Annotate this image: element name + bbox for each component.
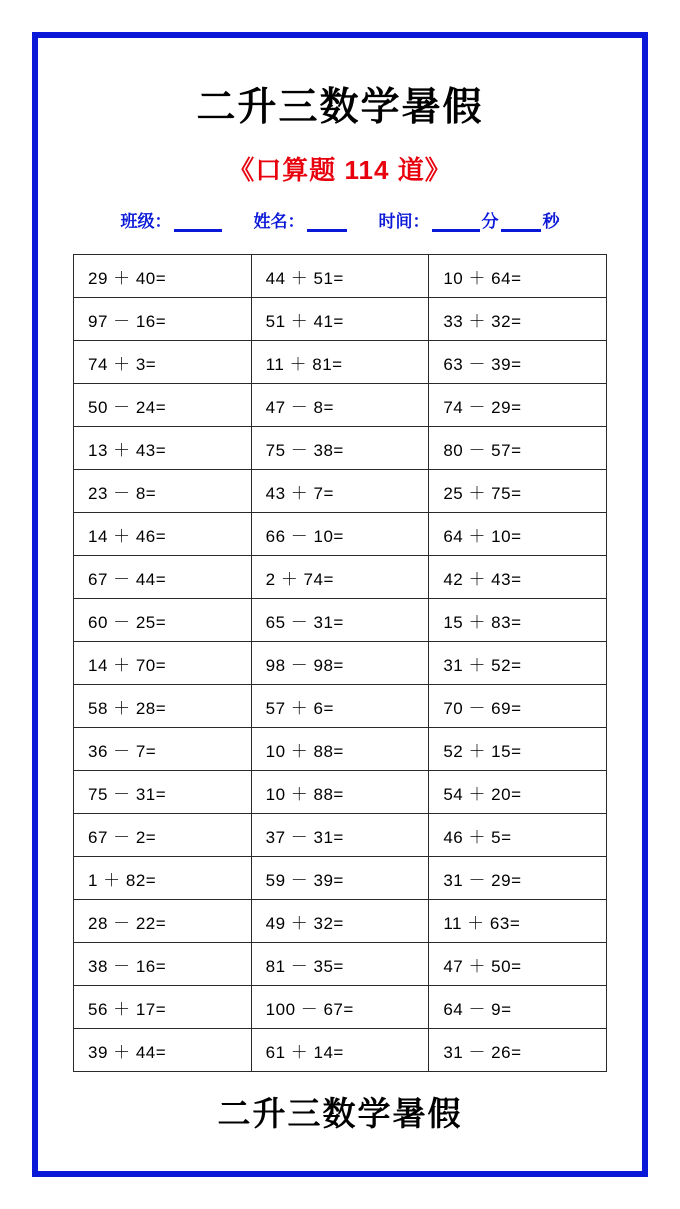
problem-cell[interactable]: 60 － 25= — [74, 599, 252, 642]
problem-cell[interactable]: 42 ＋ 43= — [429, 556, 607, 599]
table-row — [74, 943, 607, 986]
table-row — [74, 341, 607, 384]
problem-cell[interactable]: 47 ＋ 50= — [429, 943, 607, 986]
table-row — [74, 900, 607, 943]
table-row — [74, 470, 607, 513]
problem-cell[interactable]: 49 ＋ 32= — [251, 900, 429, 943]
problem-cell[interactable]: 97 － 16= — [74, 298, 252, 341]
problem-cell[interactable]: 54 ＋ 20= — [429, 771, 607, 814]
page-title: 二升三数学暑假 — [196, 86, 484, 129]
table-row — [74, 384, 607, 427]
table-row — [74, 427, 607, 470]
minute-label: 分 — [481, 212, 499, 231]
problem-cell[interactable]: 28 － 22= — [74, 900, 252, 943]
problem-cell[interactable]: 64 － 9= — [429, 986, 607, 1029]
table-row — [74, 599, 607, 642]
problem-cell[interactable]: 11 ＋ 63= — [429, 900, 607, 943]
problem-cell[interactable]: 10 ＋ 88= — [251, 771, 429, 814]
name-input-blank[interactable] — [307, 213, 347, 232]
problem-cell[interactable]: 43 ＋ 7= — [251, 470, 429, 513]
footer-title: 二升三数学暑假 — [217, 1095, 463, 1132]
problem-cell[interactable]: 59 － 39= — [251, 857, 429, 900]
table-row — [74, 728, 607, 771]
problem-cell[interactable]: 98 － 98= — [251, 642, 429, 685]
problem-cell[interactable]: 66 － 10= — [251, 513, 429, 556]
second-label: 秒 — [542, 212, 560, 231]
problem-cell[interactable]: 37 － 31= — [251, 814, 429, 857]
problem-cell[interactable]: 14 ＋ 46= — [74, 513, 252, 556]
problem-cell[interactable]: 23 － 8= — [74, 470, 252, 513]
table-row — [74, 513, 607, 556]
problem-cell[interactable]: 52 ＋ 15= — [429, 728, 607, 771]
problem-cell[interactable]: 2 ＋ 74= — [251, 556, 429, 599]
table-row — [74, 642, 607, 685]
problem-cell[interactable]: 80 － 57= — [429, 427, 607, 470]
table-row — [74, 771, 607, 814]
problem-cell[interactable]: 10 ＋ 88= — [251, 728, 429, 771]
problem-cell[interactable]: 58 ＋ 28= — [74, 685, 252, 728]
problem-cell[interactable]: 14 ＋ 70= — [74, 642, 252, 685]
time-field[interactable] — [379, 207, 560, 232]
problem-cell[interactable]: 74 － 29= — [429, 384, 607, 427]
problem-cell[interactable]: 70 － 69= — [429, 685, 607, 728]
name-label: 姓名： — [253, 212, 305, 231]
problem-cell[interactable]: 74 ＋ 3= — [74, 341, 252, 384]
problem-cell[interactable]: 13 ＋ 43= — [74, 427, 252, 470]
second-input-blank[interactable] — [501, 213, 541, 232]
table-row — [74, 1029, 607, 1072]
problem-cell[interactable]: 39 ＋ 44= — [74, 1029, 252, 1072]
class-label: 班级： — [120, 212, 172, 231]
worksheet-content — [46, 46, 634, 1163]
class-field[interactable] — [121, 207, 224, 232]
problem-cell[interactable]: 31 － 26= — [429, 1029, 607, 1072]
problem-cell[interactable]: 65 － 31= — [251, 599, 429, 642]
problem-cell[interactable]: 47 － 8= — [251, 384, 429, 427]
problems-table-body — [74, 255, 607, 1072]
problems-table — [73, 254, 607, 1072]
problem-cell[interactable]: 56 ＋ 17= — [74, 986, 252, 1029]
table-row — [74, 857, 607, 900]
page-subtitle: 《口算题 114 道》 — [228, 155, 452, 185]
problem-cell[interactable]: 64 ＋ 10= — [429, 513, 607, 556]
problem-cell[interactable]: 61 ＋ 14= — [251, 1029, 429, 1072]
problem-cell[interactable]: 31 ＋ 52= — [429, 642, 607, 685]
minute-input-blank[interactable] — [432, 213, 480, 232]
problem-cell[interactable]: 75 － 31= — [74, 771, 252, 814]
problem-cell[interactable]: 67 － 2= — [74, 814, 252, 857]
name-field[interactable] — [254, 207, 349, 232]
problem-cell[interactable]: 11 ＋ 81= — [251, 341, 429, 384]
problem-cell[interactable]: 38 － 16= — [74, 943, 252, 986]
problem-cell[interactable]: 57 ＋ 6= — [251, 685, 429, 728]
problem-cell[interactable]: 46 ＋ 5= — [429, 814, 607, 857]
problem-cell[interactable]: 31 － 29= — [429, 857, 607, 900]
table-row — [74, 685, 607, 728]
problem-cell[interactable]: 81 － 35= — [251, 943, 429, 986]
problem-cell[interactable]: 15 ＋ 83= — [429, 599, 607, 642]
problem-cell[interactable]: 33 ＋ 32= — [429, 298, 607, 341]
problem-cell[interactable]: 36 － 7= — [74, 728, 252, 771]
time-label: 时间： — [378, 212, 430, 231]
table-row — [74, 814, 607, 857]
problem-cell[interactable]: 63 － 39= — [429, 341, 607, 384]
problem-cell[interactable]: 100 － 67= — [251, 986, 429, 1029]
problem-cell[interactable]: 29 ＋ 40= — [74, 255, 252, 298]
problem-cell[interactable]: 50 － 24= — [74, 384, 252, 427]
class-input-blank[interactable] — [174, 213, 222, 232]
problem-cell[interactable]: 75 － 38= — [251, 427, 429, 470]
table-row — [74, 556, 607, 599]
problem-cell[interactable]: 10 ＋ 64= — [429, 255, 607, 298]
table-row — [74, 255, 607, 298]
problem-cell[interactable]: 25 ＋ 75= — [429, 470, 607, 513]
problem-cell[interactable]: 1 ＋ 82= — [74, 857, 252, 900]
problem-cell[interactable]: 51 ＋ 41= — [251, 298, 429, 341]
student-info-row — [46, 207, 634, 232]
table-row — [74, 986, 607, 1029]
problem-cell[interactable]: 67 － 44= — [74, 556, 252, 599]
table-row — [74, 298, 607, 341]
problem-cell[interactable]: 44 ＋ 51= — [251, 255, 429, 298]
